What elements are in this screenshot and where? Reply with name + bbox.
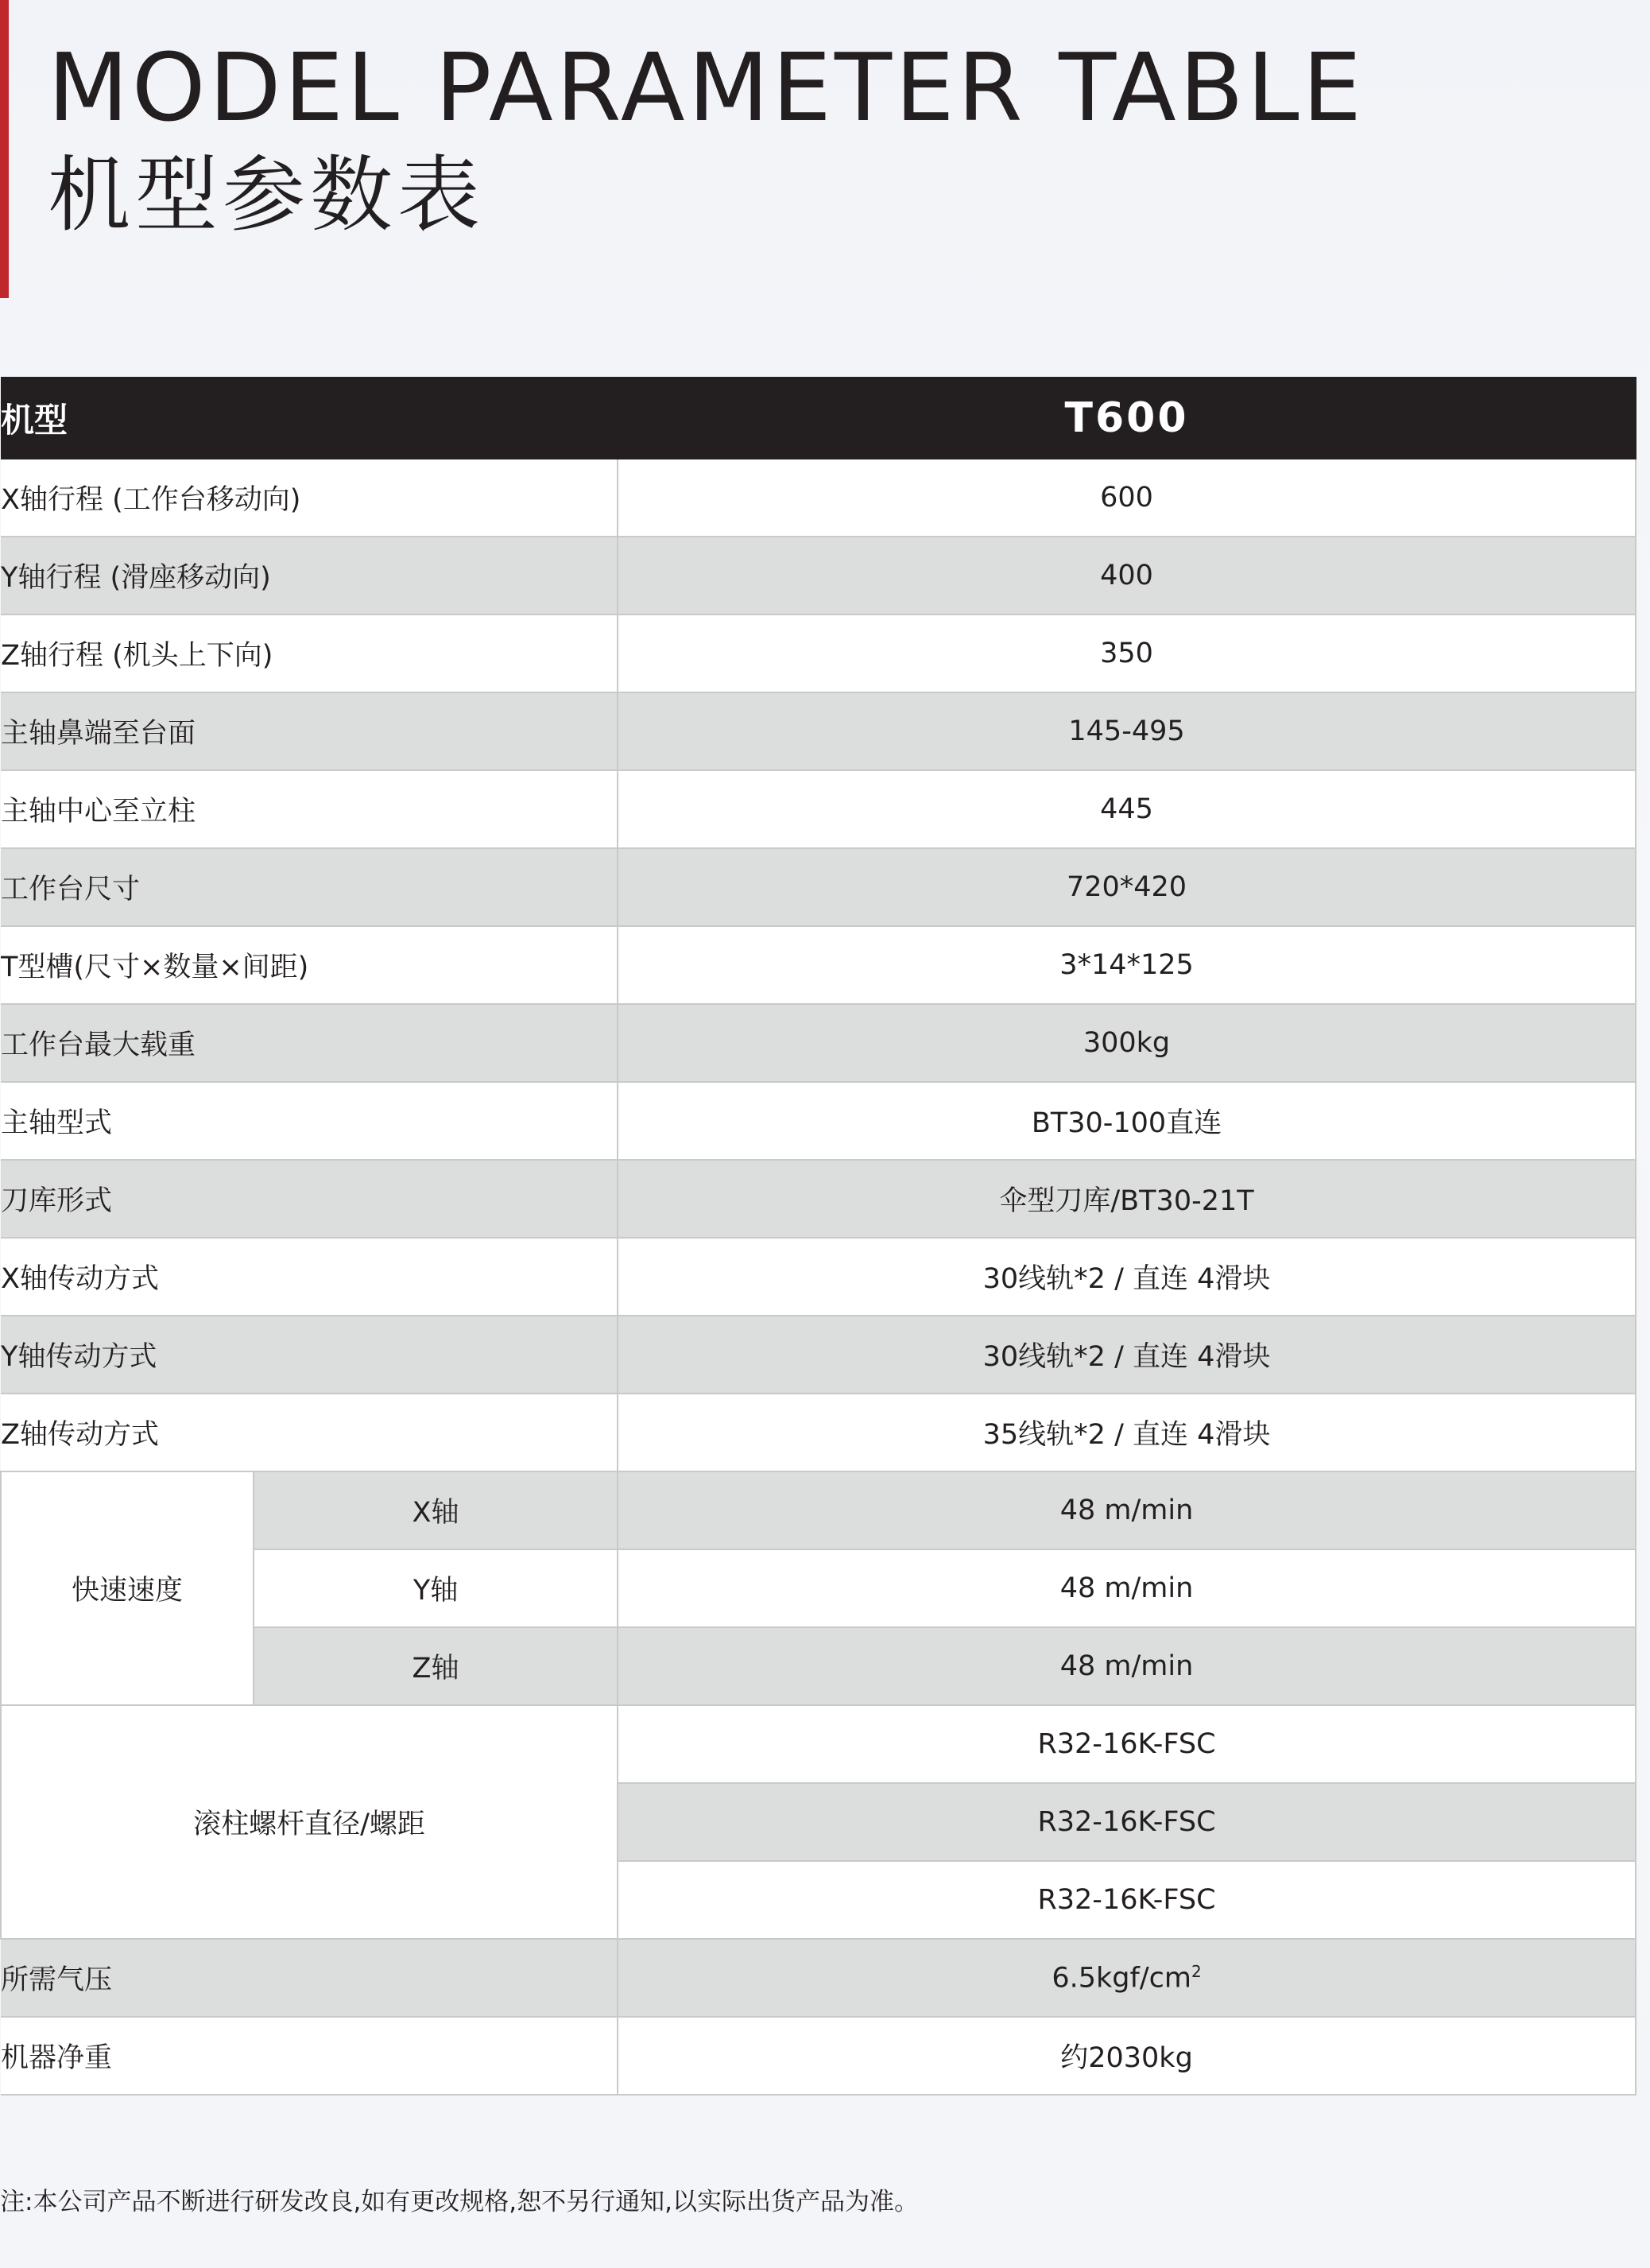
row-value: 350 bbox=[618, 614, 1636, 692]
header-model-cell: T600 bbox=[618, 378, 1636, 459]
screw-value: R32-16K-FSC bbox=[618, 1783, 1636, 1861]
table-row bbox=[1, 692, 1636, 770]
table-row-rapid-x bbox=[1, 1471, 1636, 1549]
row-value: 445 bbox=[618, 770, 1636, 848]
screw-value: R32-16K-FSC bbox=[618, 1705, 1636, 1783]
row-label: 主轴型式 bbox=[1, 1082, 618, 1160]
row-label: Y轴行程 (滑座移动向) bbox=[1, 537, 618, 614]
table-row bbox=[1, 1160, 1636, 1238]
row-value: 145-495 bbox=[618, 692, 1636, 770]
table-row bbox=[1, 459, 1636, 537]
rapid-axis-value: 48 m/min bbox=[618, 1627, 1636, 1705]
row-value: 3*14*125 bbox=[618, 926, 1636, 1004]
row-value: 伞型刀库/BT30-21T bbox=[618, 1160, 1636, 1238]
row-label: X轴传动方式 bbox=[1, 1238, 618, 1316]
table-header-row bbox=[1, 378, 1636, 459]
table-row bbox=[1, 926, 1636, 1004]
row-label: 所需气压 bbox=[1, 1939, 618, 2017]
screw-group-label: 滚柱螺杆直径/螺距 bbox=[1, 1705, 618, 1939]
table-row bbox=[1, 1394, 1636, 1471]
row-value: BT30-100直连 bbox=[618, 1082, 1636, 1160]
table-row bbox=[1, 848, 1636, 926]
row-label: 刀库形式 bbox=[1, 1160, 618, 1238]
row-value: 400 bbox=[618, 537, 1636, 614]
row-value: 35线轨*2 / 直连 4滑块 bbox=[618, 1394, 1636, 1471]
row-label: 主轴中心至立柱 bbox=[1, 770, 618, 848]
row-value: 720*420 bbox=[618, 848, 1636, 926]
rapid-axis-label: Y轴 bbox=[254, 1549, 618, 1627]
table-row-screw-1 bbox=[1, 1705, 1636, 1783]
table-row bbox=[1, 770, 1636, 848]
row-label: 主轴鼻端至台面 bbox=[1, 692, 618, 770]
rapid-axis-value: 48 m/min bbox=[618, 1549, 1636, 1627]
row-label: 工作台尺寸 bbox=[1, 848, 618, 926]
row-value bbox=[618, 1939, 1636, 2017]
table-row bbox=[1, 614, 1636, 692]
rapid-axis-value: 48 m/min bbox=[618, 1471, 1636, 1549]
screw-value: R32-16K-FSC bbox=[618, 1861, 1636, 1939]
table-row bbox=[1, 1316, 1636, 1394]
row-label: T型槽(尺寸×数量×间距) bbox=[1, 926, 618, 1004]
table-row bbox=[1, 1082, 1636, 1160]
air-pressure-value: 6.5kgf/cm bbox=[1052, 1962, 1191, 1995]
row-value: 约2030kg bbox=[618, 2017, 1636, 2095]
rapid-axis-label: Z轴 bbox=[254, 1627, 618, 1705]
accent-bar bbox=[0, 0, 9, 298]
table-row bbox=[1, 1004, 1636, 1082]
row-value: 30线轨*2 / 直连 4滑块 bbox=[618, 1316, 1636, 1394]
page-title-chinese: 机型参数表 bbox=[48, 146, 486, 243]
row-label: X轴行程 (工作台移动向) bbox=[1, 459, 618, 537]
row-value: 30线轨*2 / 直连 4滑块 bbox=[618, 1238, 1636, 1316]
table-row bbox=[1, 537, 1636, 614]
rapid-axis-label: X轴 bbox=[254, 1471, 618, 1549]
row-label: 机器净重 bbox=[1, 2017, 618, 2095]
row-value: 300kg bbox=[618, 1004, 1636, 1082]
table-row-weight bbox=[1, 2017, 1636, 2095]
row-label: 工作台最大载重 bbox=[1, 1004, 618, 1082]
parameter-table bbox=[0, 377, 1636, 2095]
rapid-speed-group-label: 快速速度 bbox=[1, 1471, 254, 1705]
table-row-air-pressure bbox=[1, 1939, 1636, 2017]
row-value: 600 bbox=[618, 459, 1636, 537]
row-label: Z轴行程 (机头上下向) bbox=[1, 614, 618, 692]
row-label: Y轴传动方式 bbox=[1, 1316, 618, 1394]
header-label-cell: 机型 bbox=[1, 378, 618, 459]
air-pressure-unit-superscript: 2 bbox=[1191, 1961, 1202, 1981]
page-title-english: MODEL PARAMETER TABLE bbox=[48, 33, 1365, 142]
footnote: 注:本公司产品不断进行研发改良,如有更改规格,恕不另行通知,以实际出货产品为准。 bbox=[0, 2188, 920, 2216]
row-label: Z轴传动方式 bbox=[1, 1394, 618, 1471]
table-row bbox=[1, 1238, 1636, 1316]
